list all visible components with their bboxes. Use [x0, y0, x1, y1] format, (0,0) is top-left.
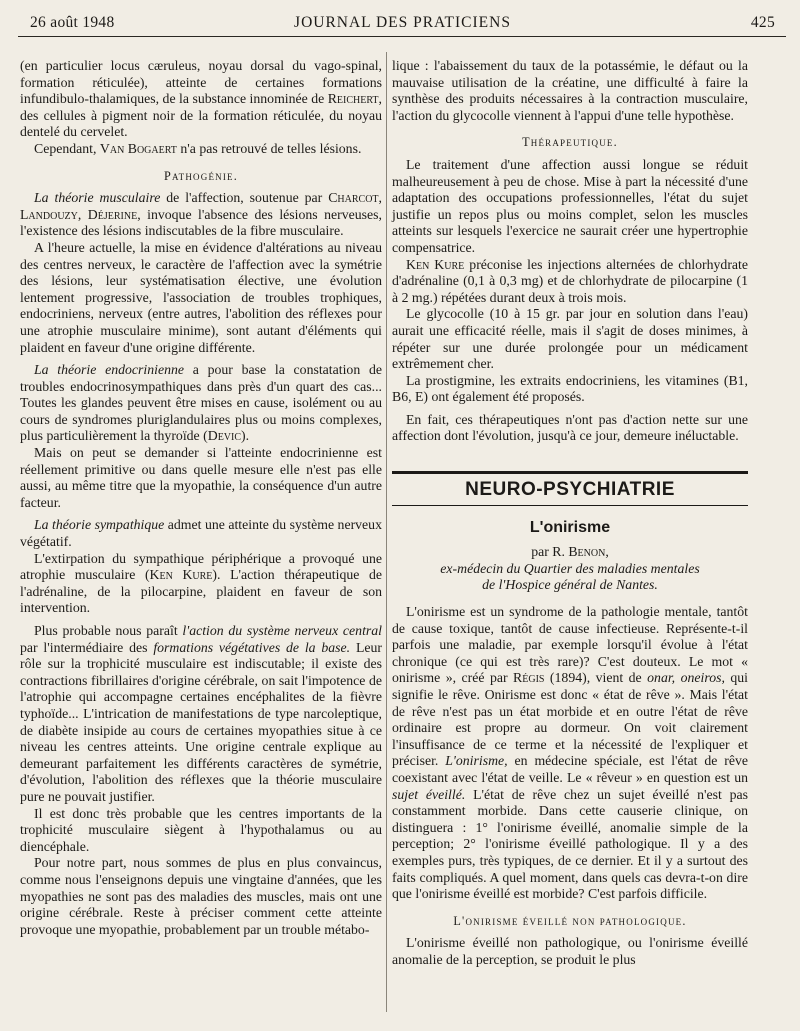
- section-banner-neuro-psychiatrie: NEURO-PSYCHIATRIE: [392, 471, 748, 506]
- paragraph: Le glycocolle (10 à 15 gr. par jour en solution dans l'eau) aurait une efficacité réelle, mais il s'agit de doses minimes, à répéter sur une durée prolongée pour un médicament extrêmement cher.: [392, 306, 748, 372]
- paragraph: (en particulier locus cæruleus, noyau dorsal du vago-spinal, formation réticulée), atteinte de certaines formations infundibulo-thalamiques, de la substance innominée de Reichert, des cellules à pigment noir de la formation réticulée, du noyau dentelé du cervelet.: [20, 58, 382, 140]
- paragraph: Pour notre part, nous sommes de plus en plus convaincus, comme nous l'enseignons depuis une vingtaine d'années, que les myopathies ne sont pas des maladies des muscles, mais ont une origine cérébrale. Reste à préciser comment cette atteinte provoque une myopathie, probablement par un trouble métabo-: [20, 855, 382, 937]
- paragraph: Cependant, Van Bogaert n'a pas retrouvé de telles lésions.: [34, 140, 362, 156]
- column-separator: [386, 52, 387, 1012]
- left-column: [20, 58, 382, 938]
- page-number: 425: [750, 14, 775, 31]
- paragraph: La théorie musculaire de l'affection, soutenue par Charcot, Landouzy, Déjerine, invoque l'absence des lésions nerveuses, l'existence des lésions indiscutables de la fibre musculaire.: [20, 190, 382, 239]
- issue-date: 26 août 1948: [30, 14, 115, 31]
- paragraph: Plus probable nous paraît l'action du système nerveux central par l'intermédiaire des formations végétatives de la base. Leur rôle sur la trophicité musculaire est indiscutable; il existe des contractions fibrillaires d'origine cérébrale, on sait l'impotence de l'atrophie qui accompagne certaines encéphalites de la fièvre typhoïde... L'intrication de manifestations de type narcoleptique, de diabète insipide au cours de certaines myopathies situe à ce niveau les centres atteints. Une origine centrale explique au demeurant parfaitement les différents caractères de symétrie, d'évolution, l'abolition des réflexes que la théorie musculaire pure ne pouvait justifier.: [20, 623, 383, 804]
- author-affiliation: ex-médecin du Quartier des maladies mentales de l'Hospice général de Nantes.: [440, 560, 700, 593]
- paragraph: L'onirisme est un syndrome de la pathologie mentale, tantôt de cause toxique, tantôt de cause infectieuse. Représente-t-il parfois une maladie, par exemple lorsqu'il évolue à l'état chronique (ce qui est très rare)? C'est douteux. Le mot « onirisme », créé par Régis (1894), vient de onar, oneiros, qui signifie le rêve. Onirisme est donc « état de rêve ». Mais l'état de rêve n'est pas un état morbide et en outre l'état de rêve ordinaire est propre au dormeur. On voit clairement l'insuffisance de ce terme et la nécessité de l'expliquer et préciser. L'onirisme, en médecine spéciale, est l'état de rêve coexistant avec l'état de veille. Le « rêveur » en question est un sujet éveillé. L'état de rêve chez un sujet éveillé n'est pas constamment morbide. Dans cette causerie clinique, on distinguera : 1° l'onirisme éveillé, anomalie simple de la perception; 2° l'onirisme éveillé pathologique. Il y a des exemples purs, très typiques, de ce dernier. Et il y a surtout des faits compliqués. A quel moment, dans quels cas devra-t-on dire que l'onirisme éveillé est morbide? C'est parfois difficile.: [392, 604, 749, 902]
- paragraph: En fait, ces thérapeutiques n'ont pas d'action nette sur une affection dont l'évolution, jusqu'à ce jour, demeure inéluctable.: [392, 411, 748, 444]
- paragraph: L'extirpation du sympathique périphérique a provoqué une atrophie musculaire (Ken Kure). L'action thérapeutique de l'adrénaline, de la pilocarpine, plaident en faveur de son intervention.: [20, 550, 383, 616]
- paragraph: L'onirisme éveillé non pathologique, ou l'onirisme éveillé anomalie de la perception, se produit le plus: [392, 935, 748, 967]
- right-column: [392, 58, 748, 969]
- paragraph: Ken Kure préconise les injections alternées de chlorhydrate d'adrénaline (0,1 à 0,3 mg) et de chlorhydrate de pilocarpine (1 à 2 mg.) répétées durant deux à trois mois.: [392, 256, 748, 305]
- paragraph: lique : l'abaissement du taux de la potassémie, le défaut ou la mauvaise utilisation de la créatine, une difficulté à faire la synthèse des produits nécessaires à la contraction musculaire, l'action du glycocolle viennent à l'appui d'une telle hypothèse.: [392, 58, 748, 123]
- section-heading-therapeutique: Thérapeutique.: [522, 135, 618, 150]
- section-heading-pathogenie: Pathogénie.: [163, 168, 238, 183]
- paragraph: Il est donc très probable que les centres importants de la trophicité musculaire siègent à l'hypothalamus ou au diencéphale.: [20, 805, 382, 854]
- paragraph: A l'heure actuelle, la mise en évidence d'altérations au niveau des centres nerveux, le caractère de l'affection avec la symétrie des lésions, leur systématisation élective, une évolution lentement progressive, l'association de troubles trophiques, endocriniens, nerveux (entre autres, l'abolition des réflexes pour une atrophie musculaire minime), sont autant d'éléments qui plaident en faveur d'une origine différente.: [20, 239, 382, 355]
- section-heading-onirisme-eveille: L'onirisme éveillé non pathologique.: [453, 913, 687, 928]
- paragraph: La prostigmine, les extraits endocriniens, les vitamines (B1, B6, E) ont également été proposés.: [392, 372, 748, 405]
- paragraph: Le traitement d'une affection aussi longue se réduit malheureusement à peu de chose. Mise à part la nécessité d'une adaptation des occupations professionnelles, l'état du sujet justifie un repos plus ou moins complet, selon les muscles atteints sur lesquels l'exercice ne saurait créer une hypertrophie compensatrice.: [392, 156, 748, 255]
- article-title: L'onirisme: [529, 518, 611, 536]
- paragraph: La théorie sympathique admet une atteinte du système nerveux végétatif.: [20, 517, 382, 550]
- byline: par R. Benon,: [531, 544, 609, 560]
- paragraph: Mais on peut se demander si l'atteinte endocrinienne est réellement primitive ou dans quelle mesure elle n'est pas elle aussi, au même titre que la myopathie, la conséquence d'un autre facteur.: [20, 445, 382, 510]
- header-rule: [18, 36, 786, 37]
- journal-title: JOURNAL DES PRATICIENS: [294, 14, 511, 31]
- paragraph: La théorie endocrinienne a pour base la constatation de troubles endocrinosympathiques dans près d'un quart des cas... Toutes les glandes peuvent être mises en cause, isolément ou au cours de syndromes pluriglandulaires plus ou moins complexes, plus particulièrement la thyroïde (Devic).: [20, 362, 382, 444]
- running-header: [30, 14, 775, 36]
